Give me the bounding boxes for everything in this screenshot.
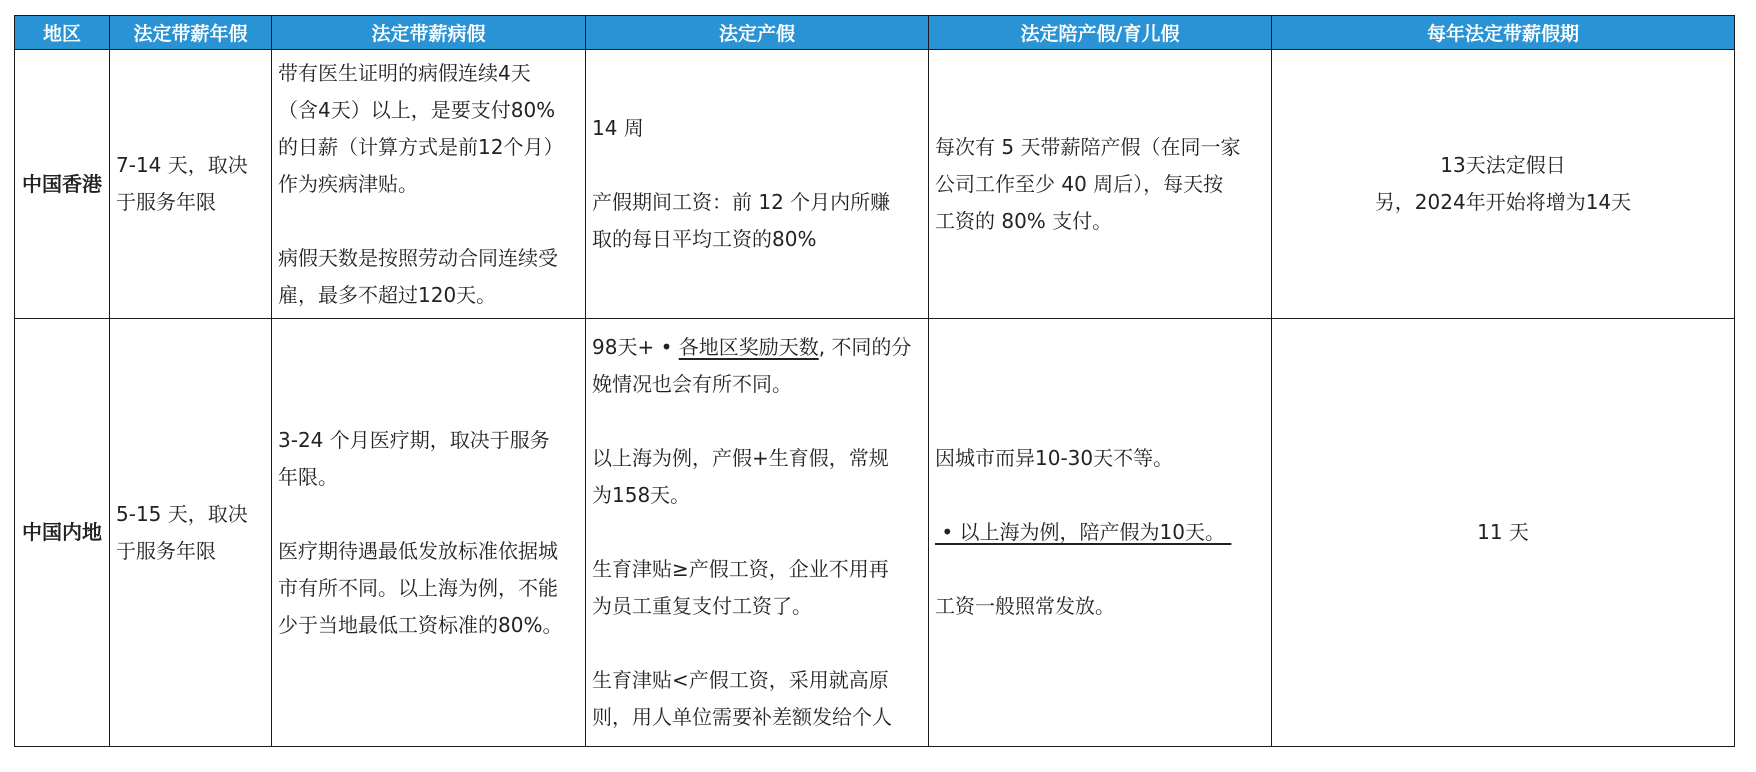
- text-line: 生育津贴<产假工资，采用就高原: [592, 668, 889, 692]
- table-row: [15, 50, 1735, 319]
- leave-comparison-table: [14, 15, 1735, 747]
- sick-leave-cell: [272, 319, 586, 747]
- header-region: 地区: [15, 16, 110, 50]
- text-line: 为员工重复支付工资了。: [592, 594, 812, 618]
- text-line: 年限。: [278, 464, 338, 489]
- text-line: 作为疾病津贴。: [278, 171, 418, 196]
- text-line: 于服务年限: [116, 190, 216, 214]
- text-line: 工资的 80% 支付。: [935, 208, 1113, 233]
- region-cell: 中国香港: [15, 50, 110, 319]
- text-line: 13天法定假日: [1440, 153, 1566, 177]
- text-fragment: 98天+ •: [592, 335, 679, 359]
- maternity-leave-cell: [586, 50, 929, 319]
- paternity-leave-cell: [929, 319, 1272, 747]
- text-line: 每次有 5 天带薪陪产假（在同一家: [935, 134, 1241, 159]
- text-line: [592, 329, 922, 366]
- table-header-row: [15, 16, 1735, 50]
- text-line: [935, 514, 1265, 551]
- paternity-leave-cell: [929, 50, 1272, 319]
- text-line: 少于当地最低工资标准的80%。: [278, 612, 563, 637]
- text-line: 病假天数是按照劳动合同连续受: [278, 245, 558, 270]
- header-sick-leave: 法定带薪病假: [272, 16, 586, 50]
- text-line: 7-14 天，取决: [116, 153, 248, 177]
- text-line: 公司工作至少 40 周后），每天按: [935, 171, 1224, 196]
- public-holidays-cell: [1272, 50, 1735, 319]
- text-line: 另，2024年开始将增为14天: [1374, 190, 1632, 214]
- text-line: 5-15 天，取决: [116, 501, 248, 526]
- text-line: 于服务年限: [116, 538, 216, 563]
- text-line: （含4天）以上，是要支付80%: [278, 97, 556, 122]
- annual-leave-cell: [110, 50, 272, 319]
- text-line: 因城市而异10-30天不等。: [935, 446, 1174, 470]
- text-line: 产假期间工资：前 12 个月内所赚: [592, 190, 891, 214]
- text-line: 以上海为例，产假+生育假，常规: [592, 446, 889, 470]
- text-line: 雇，最多不超过120天。: [278, 282, 497, 307]
- text-line: 则，用人单位需要补差额发给个人: [592, 705, 892, 729]
- text-line: 工资一般照常发放。: [935, 594, 1115, 618]
- header-annual-leave: 法定带薪年假: [110, 16, 272, 50]
- text-line: 娩情况也会有所不同。: [592, 372, 792, 396]
- text-line: 医疗期待遇最低发放标准依据城: [278, 538, 558, 563]
- header-maternity-leave: 法定产假: [586, 16, 929, 50]
- text-line: 为158天。: [592, 483, 691, 507]
- sick-leave-cell: [272, 50, 586, 319]
- table-row: [15, 319, 1735, 747]
- text-line: 带有医生证明的病假连续4天: [278, 60, 531, 85]
- text-line: 3-24 个月医疗期，取决于服务: [278, 427, 550, 452]
- region-cell: 中国内地: [15, 319, 110, 747]
- text-line: 的日薪（计算方式是前12个月）: [278, 134, 564, 159]
- annual-leave-cell: [110, 319, 272, 747]
- public-holidays-cell: 11 天: [1272, 319, 1735, 747]
- text-line: 14 周: [592, 116, 644, 140]
- text-line: 生育津贴≥产假工资，企业不用再: [592, 557, 889, 581]
- text-line: 市有所不同。以上海为例，不能: [278, 575, 558, 600]
- header-public-holidays: 每年法定带薪假期: [1272, 16, 1735, 50]
- header-paternity-leave: 法定陪产假/育儿假: [929, 16, 1272, 50]
- text-line: 取的每日平均工资的80%: [592, 227, 817, 251]
- regional-bonus-days-link[interactable]: 各地区奖励天数: [678, 335, 819, 359]
- shanghai-paternity-link[interactable]: • 以上海为例，陪产假为10天。: [935, 520, 1232, 544]
- text-fragment: , 不同的分: [818, 335, 912, 359]
- maternity-leave-cell: [586, 319, 929, 747]
